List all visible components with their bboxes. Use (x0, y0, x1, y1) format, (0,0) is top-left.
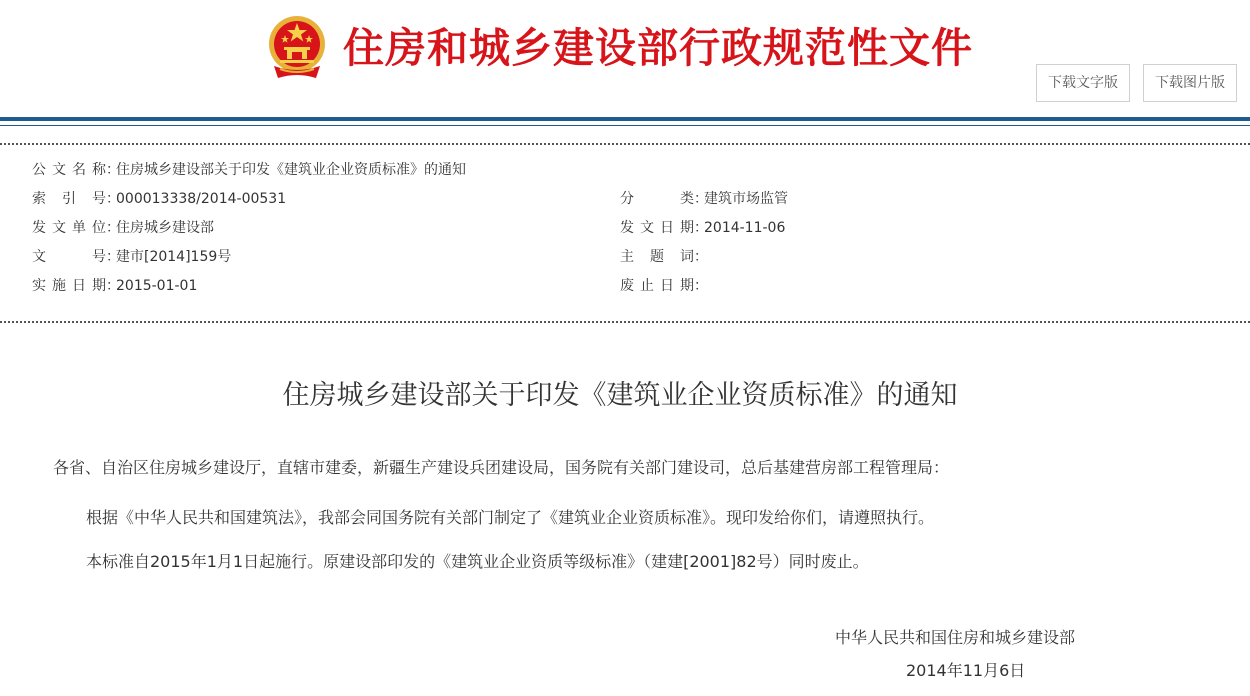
addressee-paragraph: 各省、自治区住房城乡建设厅，直辖市建委，新疆生产建设兵团建设局，国务院有关部门建设司，总后基建营房部工程管理局： (53, 458, 950, 477)
document-title: 住房城乡建设部关于印发《建筑业企业资质标准》的通知 (282, 380, 958, 411)
meta-index: 索 引 号：000013338/2014-00531 (32, 191, 287, 207)
doc-no-value: 建市[2014]159号 (116, 249, 232, 265)
signature-date: 2014年11月6日 (906, 661, 1026, 680)
category-value: 建筑市场监管 (704, 191, 788, 207)
meta-row-issuer (0, 214, 1250, 243)
meta-category: 分 类：建筑市场监管 (620, 191, 788, 207)
doc-name-value: 住房城乡建设部关于印发《建筑业企业资质标准》的通知 (116, 162, 466, 178)
meta-issue-date: 发文日期：2014-11-06 (620, 220, 786, 236)
meta-doc-no: 文 号：建市[2014]159号 (32, 249, 232, 265)
meta-issuer: 发文单位：住房城乡建设部 (32, 220, 214, 236)
page-header (0, 0, 1250, 122)
site-title: 住房和城乡建设部行政规范性文件 (343, 24, 973, 72)
meta-keywords: 主 题 词： (620, 249, 708, 265)
meta-row-index (0, 185, 1250, 214)
meta-divider-top (0, 143, 1250, 145)
meta-row-name (0, 156, 1250, 185)
meta-row-docno (0, 243, 1250, 272)
download-text-button[interactable]: 下载文字版 (1036, 64, 1130, 102)
effective-value: 2015-01-01 (116, 278, 198, 294)
header-divider-thick (0, 117, 1250, 121)
download-image-button[interactable]: 下载图片版 (1143, 64, 1237, 102)
meta-divider-bottom (0, 321, 1250, 323)
meta-repeal: 废止日期： (620, 278, 708, 294)
index-value: 000013338/2014-00531 (116, 191, 287, 207)
meta-row-effective (0, 272, 1250, 301)
meta-doc-name: 公文名称：住房城乡建设部关于印发《建筑业企业资质标准》的通知 (32, 162, 466, 178)
body-paragraph-1: 根据《中华人民共和国建筑法》，我部会同国务院有关部门制定了《建筑业企业资质标准》。现印发给你们，请遵照执行。 (86, 508, 935, 527)
meta-effective: 实施日期：2015-01-01 (32, 278, 198, 294)
issue-date-value: 2014-11-06 (704, 220, 786, 236)
header-divider-thin (0, 125, 1250, 126)
signature-org: 中华人民共和国住房和城乡建设部 (835, 628, 1076, 647)
issuer-value: 住房城乡建设部 (116, 220, 214, 236)
body-paragraph-2: 本标准自2015年1月1日起施行。原建设部印发的《建筑业企业资质等级标准》（建建[2001]82号）同时废止。 (86, 552, 869, 571)
national-emblem-icon (266, 14, 328, 80)
